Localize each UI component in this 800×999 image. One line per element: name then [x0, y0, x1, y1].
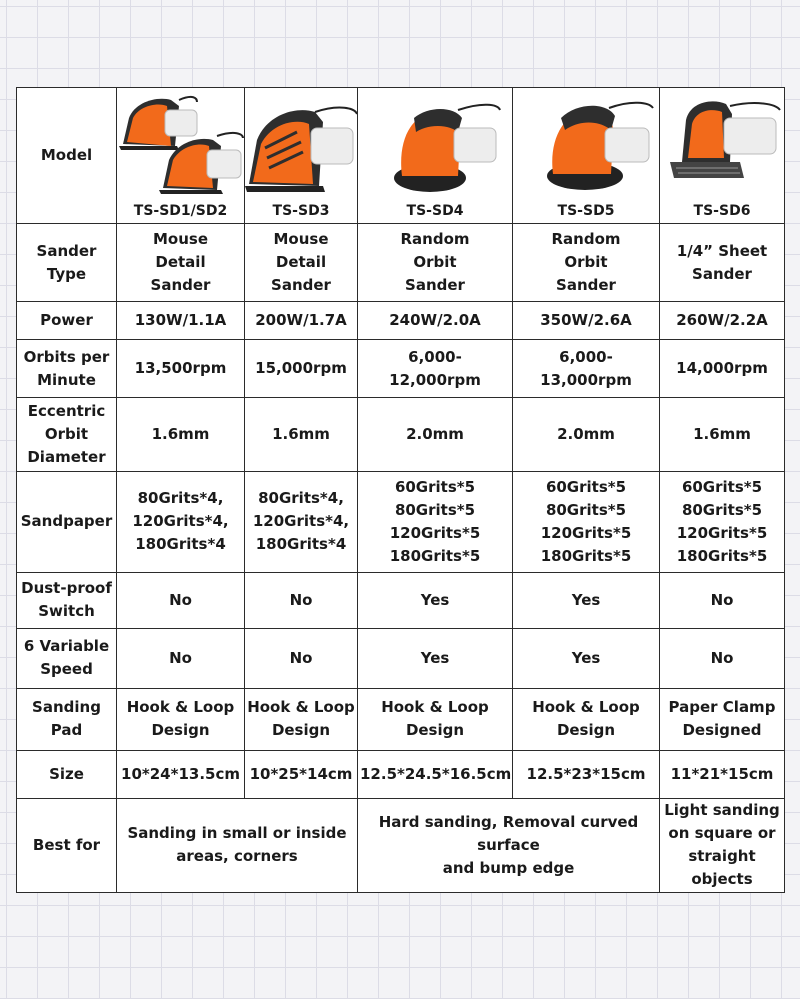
- eccentric-cell: 2.0mm: [358, 398, 513, 472]
- model-name: TS-SD5: [557, 203, 615, 220]
- best-for-sheet-cell: Light sanding on square or straight objects: [660, 798, 785, 892]
- row-label-best-for: Best for: [17, 798, 117, 892]
- sander-type-cell: Mouse Detail Sander: [245, 224, 358, 302]
- power-cell: 260W/2.2A: [660, 302, 785, 340]
- power-cell: 200W/1.7A: [245, 302, 358, 340]
- row-power: [17, 302, 785, 340]
- variable-speed-cell: No: [117, 628, 245, 688]
- row-orbits: [17, 340, 785, 398]
- row-label-eccentric: Eccentric Orbit Diameter: [17, 398, 117, 472]
- sander-type-cell: Random Orbit Sander: [513, 224, 660, 302]
- random-orbit-sander-image: [358, 88, 513, 208]
- orbits-cell: 14,000rpm: [660, 340, 785, 398]
- model-name: TS-SD1/SD2: [133, 203, 228, 220]
- row-variable-speed: [17, 628, 785, 688]
- sandpaper-cell: 80Grits*4, 120Grits*4, 180Grits*4: [245, 472, 358, 572]
- power-cell: 350W/2.6A: [513, 302, 660, 340]
- model-name: TS-SD4: [406, 203, 464, 220]
- model-cell-sd6: [660, 88, 785, 224]
- power-cell: 240W/2.0A: [358, 302, 513, 340]
- sander-type-cell: Mouse Detail Sander: [117, 224, 245, 302]
- dust-switch-cell: No: [245, 572, 358, 628]
- dust-switch-cell: No: [660, 572, 785, 628]
- size-cell: 11*21*15cm: [660, 750, 785, 798]
- comparison-table: [16, 87, 785, 893]
- variable-speed-cell: No: [245, 628, 358, 688]
- row-label-model: Model: [17, 88, 117, 224]
- sander-type-cell: 1/4” Sheet Sander: [660, 224, 785, 302]
- size-cell: 10*24*13.5cm: [117, 750, 245, 798]
- model-cell-sd5: [513, 88, 660, 224]
- row-sanding-pad: [17, 688, 785, 750]
- row-label-size: Size: [17, 750, 117, 798]
- row-sandpaper: [17, 472, 785, 572]
- variable-speed-cell: Yes: [358, 628, 513, 688]
- row-label-power: Power: [17, 302, 117, 340]
- row-label-sander-type: Sander Type: [17, 224, 117, 302]
- mouse-sander-image: [245, 88, 358, 208]
- model-cell-sd1-sd2: [117, 88, 245, 224]
- dust-switch-cell: Yes: [358, 572, 513, 628]
- power-cell: 130W/1.1A: [117, 302, 245, 340]
- model-cell-sd3: [245, 88, 358, 224]
- eccentric-cell: 1.6mm: [245, 398, 358, 472]
- variable-speed-cell: No: [660, 628, 785, 688]
- sanding-pad-cell: Hook & Loop Design: [358, 688, 513, 750]
- variable-speed-cell: Yes: [513, 628, 660, 688]
- sandpaper-cell: 60Grits*5 80Grits*5 120Grits*5 180Grits*5: [513, 472, 660, 572]
- eccentric-cell: 1.6mm: [117, 398, 245, 472]
- orbits-cell: 6,000- 12,000rpm: [358, 340, 513, 398]
- dust-switch-cell: No: [117, 572, 245, 628]
- orbits-cell: 15,000rpm: [245, 340, 358, 398]
- best-for-random-orbit-cell: Hard sanding, Removal curved surface and bump edge: [358, 798, 660, 892]
- sheet-sander-image: [660, 88, 785, 208]
- row-dust-switch: [17, 572, 785, 628]
- row-size: [17, 750, 785, 798]
- sandpaper-cell: 60Grits*5 80Grits*5 120Grits*5 180Grits*5: [358, 472, 513, 572]
- sander-type-cell: Random Orbit Sander: [358, 224, 513, 302]
- sanding-pad-cell: Hook & Loop Design: [117, 688, 245, 750]
- row-label-dust-switch: Dust-proof Switch: [17, 572, 117, 628]
- mouse-sander-pair-image: [117, 88, 245, 208]
- orbits-cell: 13,500rpm: [117, 340, 245, 398]
- random-orbit-sander-image: [513, 88, 660, 208]
- row-label-sandpaper: Sandpaper: [17, 472, 117, 572]
- sandpaper-cell: 60Grits*5 80Grits*5 120Grits*5 180Grits*5: [660, 472, 785, 572]
- row-sander-type: [17, 224, 785, 302]
- model-name: TS-SD6: [693, 203, 751, 220]
- row-model: [17, 88, 785, 224]
- model-cell-sd4: [358, 88, 513, 224]
- sanding-pad-cell: Hook & Loop Design: [245, 688, 358, 750]
- row-eccentric: [17, 398, 785, 472]
- row-best-for: [17, 798, 785, 892]
- orbits-cell: 6,000- 13,000rpm: [513, 340, 660, 398]
- eccentric-cell: 1.6mm: [660, 398, 785, 472]
- row-label-orbits: Orbits per Minute: [17, 340, 117, 398]
- sanding-pad-cell: Paper Clamp Designed: [660, 688, 785, 750]
- model-name: TS-SD3: [272, 203, 330, 220]
- dust-switch-cell: Yes: [513, 572, 660, 628]
- size-cell: 12.5*24.5*16.5cm: [358, 750, 513, 798]
- best-for-mouse-cell: Sanding in small or inside areas, corners: [117, 798, 358, 892]
- row-label-sanding-pad: Sanding Pad: [17, 688, 117, 750]
- size-cell: 12.5*23*15cm: [513, 750, 660, 798]
- sandpaper-cell: 80Grits*4, 120Grits*4, 180Grits*4: [117, 472, 245, 572]
- size-cell: 10*25*14cm: [245, 750, 358, 798]
- eccentric-cell: 2.0mm: [513, 398, 660, 472]
- sanding-pad-cell: Hook & Loop Design: [513, 688, 660, 750]
- row-label-variable-speed: 6 Variable Speed: [17, 628, 117, 688]
